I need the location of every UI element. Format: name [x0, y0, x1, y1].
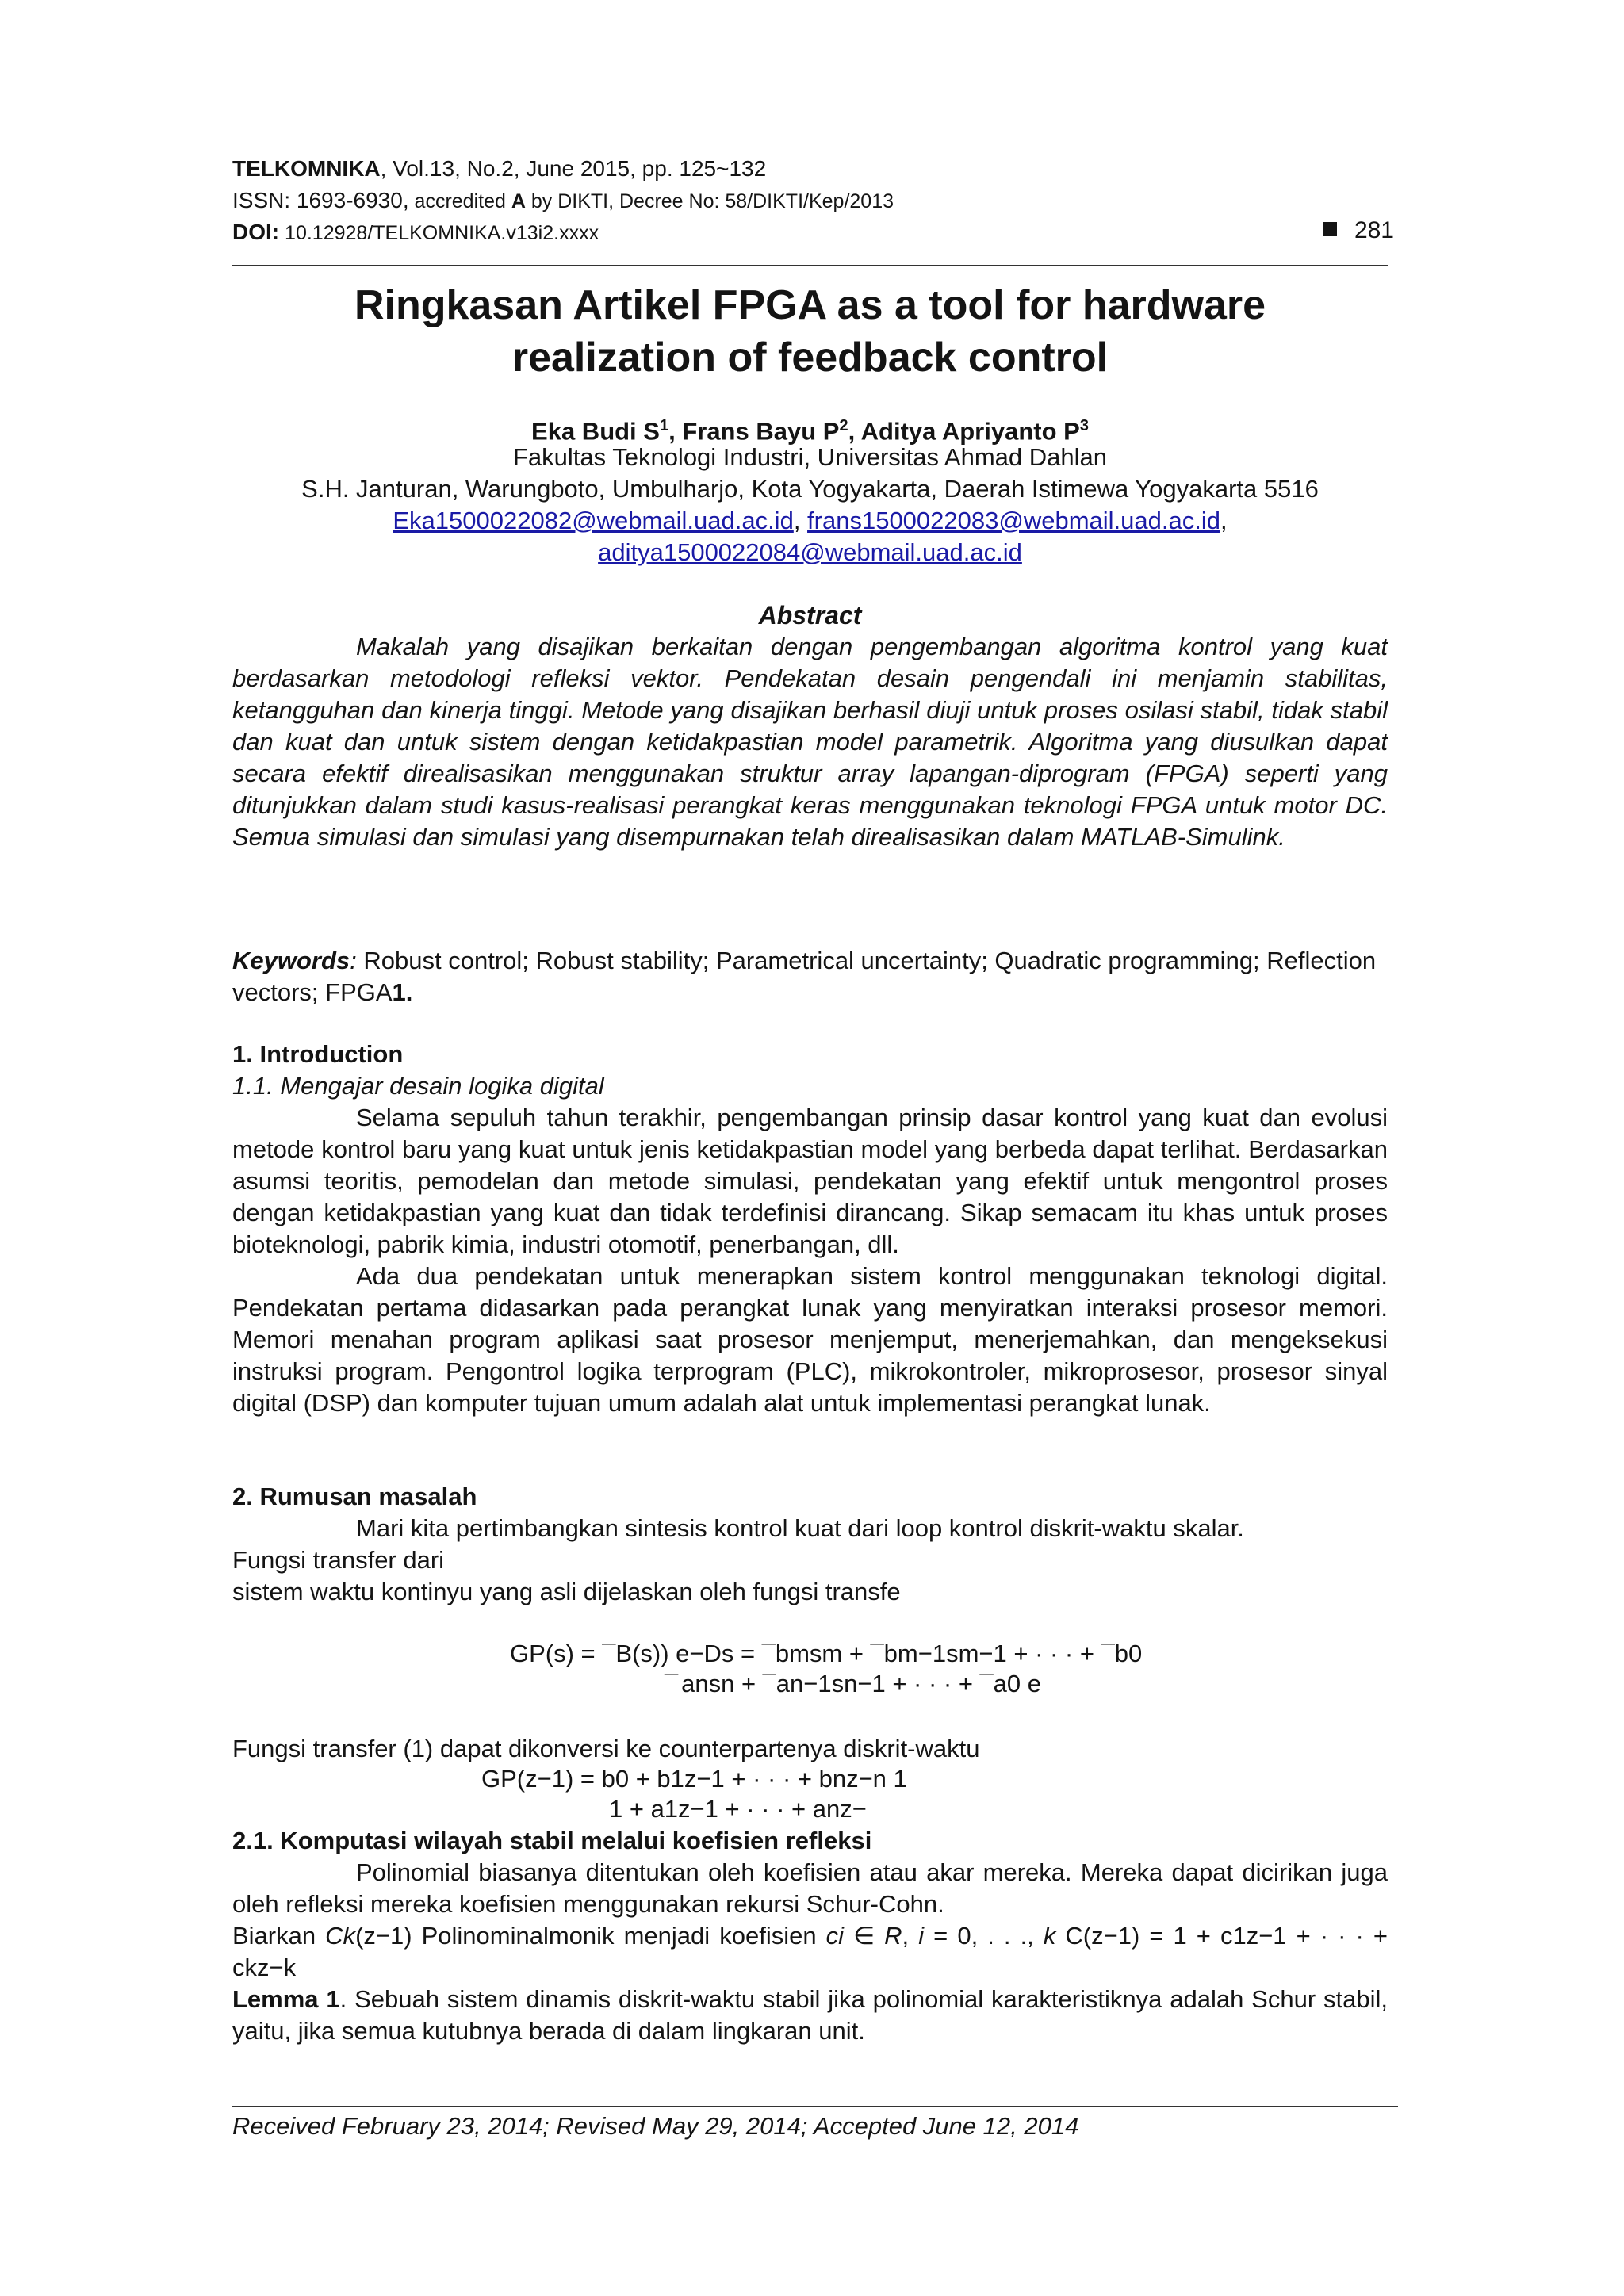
- section-introduction: [232, 1039, 1388, 1419]
- doi-line: [232, 219, 599, 247]
- equation-1-overbar: ¯: [665, 1670, 679, 1697]
- section-problem: [232, 1481, 1388, 1608]
- equation-2-denominator: 1 + a1z−1 + · · · + anz−: [609, 1795, 867, 1823]
- equation-1-denominator: [665, 1668, 1041, 1700]
- conversion-line: [232, 1733, 1388, 1765]
- email-line-1: [214, 506, 1406, 536]
- author-list: [232, 411, 1388, 446]
- keywords-text: Robust control; Robust stability; Parametrical uncertainty; Quadratic programming; Reflection vectors; FPGA: [232, 947, 1377, 1006]
- lemma-1: [232, 1984, 1388, 2047]
- email-link-3[interactable]: aditya1500022084@webmail.uad.ac.id: [598, 538, 1022, 566]
- author-1: Eka Budi S: [531, 417, 660, 446]
- abstract-body: [232, 631, 1388, 853]
- square-bullet-icon: [1323, 222, 1337, 236]
- journal-name: TELKOMNIKA: [232, 156, 381, 181]
- equation-2-numerator: GP(z−1) = b0 + b1z−1 + · · · + bnz−n 1: [481, 1765, 907, 1793]
- email-link-2[interactable]: frans1500022083@webmail.uad.ac.id: [807, 507, 1220, 534]
- section-1-heading: 1. Introduction: [232, 1040, 404, 1068]
- author-2: , Frans Bayu P: [668, 417, 840, 446]
- journal-line: [232, 155, 766, 182]
- email-sep-2: ,: [1220, 507, 1228, 534]
- keywords-colon: :: [350, 947, 357, 974]
- issn-accredited: accredited: [408, 190, 511, 212]
- address: S.H. Janturan, Warungboto, Umbulharjo, Kota Yogyakarta, Daerah Istimewa Yogyakarta 5516: [301, 475, 1319, 503]
- title-line-1: Ringkasan Artikel FPGA as a tool for hardware: [354, 282, 1266, 328]
- doi-value: 10.12928/TELKOMNIKA.v13i2.xxxx: [279, 222, 599, 244]
- intro-paragraph-1: Selama sepuluh tahun terakhir, pengembangan prinsip dasar kontrol yang kuat dan evolusi metode kontrol baru yang kuat untuk jenis ketidakpastian model yang berbeda dapat terlihat. Berdasarkan asumsi teoritis, pemodelan dan metode simulasi, pendekatan yang efektif untuk mengontrol proses dengan ketidakpastian yang kuat dan tidak terdefinisi dirancang. Sikap semacam itu khas untuk proses bioteknologi, pabrik kimia, industri otomotif, penerbangan, dll.: [232, 1104, 1388, 1258]
- affiliation: Fakultas Teknologi Industri, Universitas Ahmad Dahlan: [513, 443, 1107, 471]
- keywords-label: Keywords: [232, 947, 350, 974]
- ci-symbol: ci: [825, 1922, 845, 1950]
- section-1-1-heading: 1.1. Mengajar desain logika digital: [232, 1072, 604, 1100]
- header-divider: [232, 265, 1388, 266]
- keywords: [232, 945, 1388, 1008]
- page-number-value: 281: [1354, 217, 1394, 243]
- k-symbol: k: [1043, 1922, 1056, 1950]
- ck-symbol: Ck: [325, 1922, 356, 1950]
- equation-1-numerator: GP(s) = ¯B(s)) e−Ds = ¯bmsm + ¯bm−1sm−1 + · · · + ¯b0: [510, 1640, 1143, 1667]
- author-1-sup: 1: [659, 417, 669, 434]
- doi-label: DOI:: [232, 220, 280, 244]
- page-number: [1323, 217, 1394, 244]
- r-symbol: R: [884, 1922, 902, 1950]
- email-line-2: [214, 538, 1406, 568]
- email-sep-1: ,: [793, 507, 808, 534]
- comma-text: ,: [902, 1922, 919, 1950]
- abstract-heading: Abstract: [758, 601, 862, 629]
- footer-divider: [232, 2106, 1398, 2107]
- stable-paragraph-1: Polinomial biasanya ditentukan oleh koefisien atau akar mereka. Mereka dapat dicirikan juga oleh refleksi mereka koefisien menggunakan rekursi Schur-Cohn.: [232, 1858, 1388, 1918]
- section-stable-region: [232, 1825, 1388, 2047]
- issn-line: [232, 187, 894, 215]
- lemma-label: Lemma 1: [232, 1985, 340, 2013]
- stable-paragraph-2: [232, 1920, 1388, 1984]
- equation-1-denominator-text: ansn + ¯an−1sn−1 + · · · + ¯a0 e: [681, 1670, 1042, 1697]
- issn-label: ISSN: 1693-6930,: [232, 188, 409, 212]
- polynomial-text: (z−1) Polinominalmonik menjadi koefisien: [355, 1922, 826, 1950]
- section-2-1-heading: 2.1. Komputasi wilayah stabil melalui koefisien refleksi: [232, 1827, 872, 1854]
- received-dates: Received February 23, 2014; Revised May 29, 2014; Accepted June 12, 2014: [232, 2112, 1079, 2140]
- issn-decree: by DIKTI, Decree No: 58/DIKTI/Kep/2013: [525, 190, 894, 212]
- intro-paragraph-2: Ada dua pendekatan untuk menerapkan sistem kontrol menggunakan teknologi digital. Pendekatan pertama didasarkan pada perangkat lunak yang menyiratkan interaksi prosesor memori. Memori menahan program aplikasi saat prosesor menjemput, menerjemahkan, dan mengeksekusi instruksi program. Pengontrol logika terprogram (PLC), mikrokontroler, mikroprosesor, prosesor sinyal digital (DSP) dan komputer tujuan umum adalah alat untuk implementasi perangkat lunak.: [232, 1262, 1388, 1417]
- section-2-heading: 2. Rumusan masalah: [232, 1483, 477, 1510]
- let-text: Biarkan: [232, 1922, 326, 1950]
- conversion-text: Fungsi transfer (1) dapat dikonversi ke counterpartenya diskrit-waktu: [232, 1735, 980, 1762]
- title-line-2: realization of feedback control: [511, 335, 1109, 381]
- lemma-text: . Sebuah sistem dinamis diskrit-waktu stabil jika polinomial karakteristiknya adalah Schur stabil, yaitu, jika semua kutubnya berada di dalam lingkaran unit.: [232, 1985, 1388, 2045]
- abstract-text: Makalah yang disajikan berkaitan dengan pengembangan algoritma kontrol yang kuat berdasarkan metodologi refleksi vektor. Pendekatan desain pengendali ini menjamin stabilitas, ketangguhan dan kinerja tinggi. Metode yang disajikan berhasil diuji untuk proses osilasi stabil, tidak stabil dan kuat dan untuk sistem dengan ketidakpastian model parametrik. Algoritma yang diusulkan dapat secara efektif direalisasikan menggunakan struktur array lapangan-diprogram (FPGA) seperti yang ditunjukkan dalam studi kasus-realisasi perangkat keras menggunakan teknologi FPGA untuk motor DC. Semua simulasi dan simulasi yang disempurnakan telah direalisasikan dalam MATLAB-Simulink.: [232, 633, 1388, 851]
- author-3-sup: 3: [1079, 417, 1089, 434]
- email-link-1[interactable]: Eka1500022082@webmail.uad.ac.id: [393, 507, 794, 534]
- problem-line-2: Fungsi transfer dari: [232, 1546, 445, 1574]
- range-text: = 0, . . .,: [924, 1922, 1044, 1950]
- journal-volume: , Vol.13, No.2, June 2015, pp. 125~132: [380, 156, 767, 181]
- problem-line-1: Mari kita pertimbangkan sintesis kontrol kuat dari loop kontrol diskrit-waktu skalar.: [356, 1514, 1244, 1542]
- problem-line-3: sistem waktu kontinyu yang asli dijelaskan oleh fungsi transfe: [232, 1578, 901, 1605]
- issn-grade: A: [511, 190, 526, 212]
- author-2-sup: 2: [839, 417, 848, 434]
- polynomial-formula: C(z−1) = 1 + c1z−1 + · · · + ckz−k: [232, 1922, 1388, 1981]
- i-symbol: i: [918, 1922, 925, 1950]
- author-3: , Aditya Apriyanto P: [848, 417, 1080, 446]
- element-of-text: ∈: [844, 1922, 885, 1950]
- keywords-tail: 1.: [392, 978, 413, 1006]
- paper-title: [232, 279, 1388, 384]
